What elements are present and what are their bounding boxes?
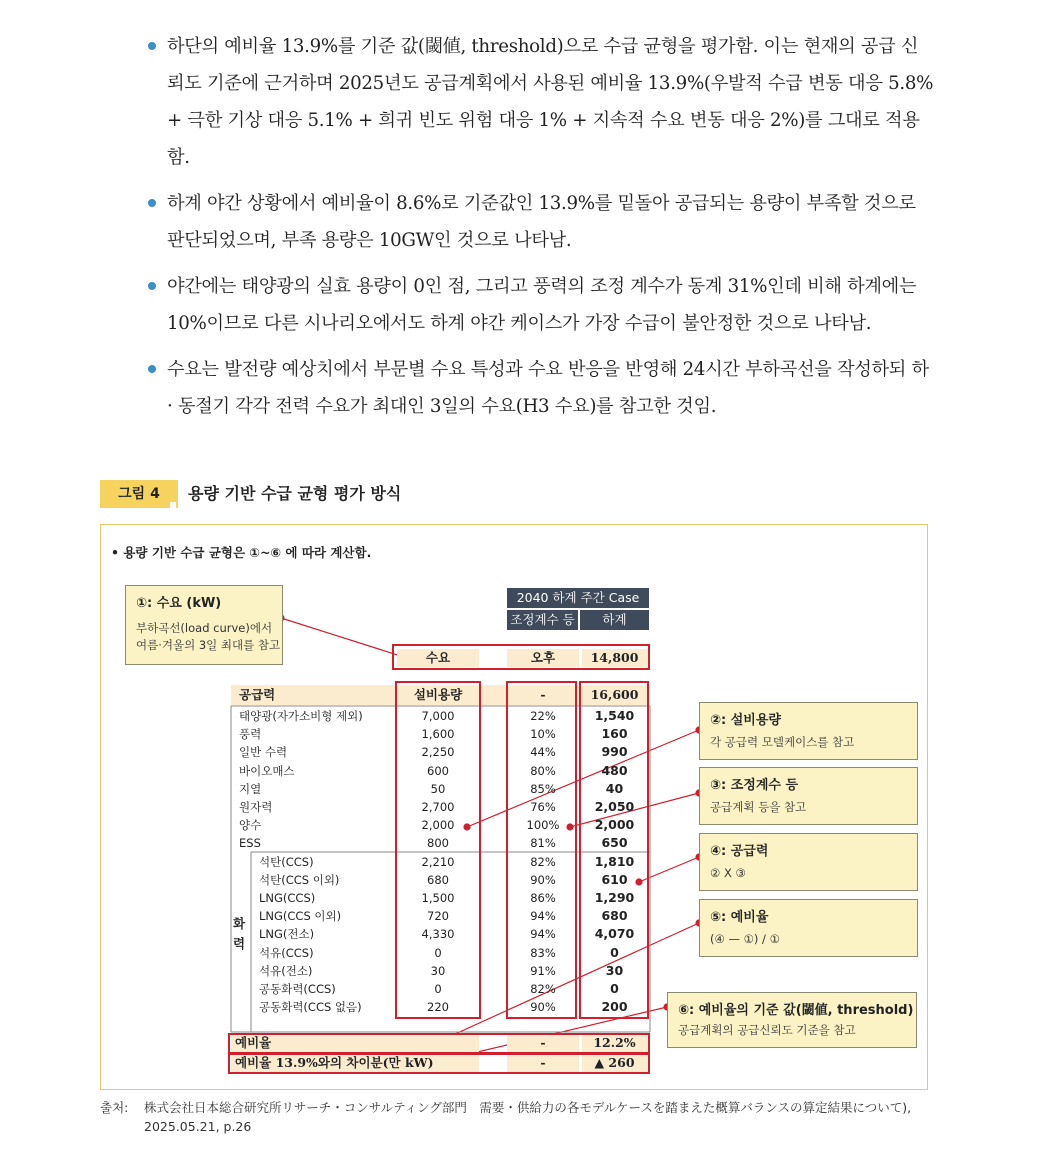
callout-capacity [699, 702, 918, 760]
row-capacity: 2,250 [421, 745, 455, 760]
row-capacity: 2,700 [421, 800, 455, 814]
callout-title: ③: 조정계수 등 [710, 778, 799, 793]
callout-desc: 공급계획의 공급신뢰도 기준을 참고 [678, 1023, 856, 1037]
row-value: 480 [601, 762, 628, 778]
bullet-item: 야간에는 태양광의 실효 용량이 0인 점, 그리고 풍력의 조정 계수가 동계 31%인데 비해 하계에는 10%이므로 다른 시나리오에서도 하계 야간 케이스가 가장 수급이 불안정한 것으로 나타남. [145, 268, 935, 342]
row-name: 석유(전소) [259, 963, 313, 978]
row-capacity: 2,210 [421, 854, 455, 869]
callout-threshold [667, 992, 917, 1048]
row-value: 200 [601, 999, 628, 1015]
capacity-column-highlight [395, 681, 481, 1019]
row-coef: 80% [530, 763, 556, 778]
row-coef: 90% [530, 1000, 556, 1015]
figure-frame [100, 524, 928, 1090]
row-value: 40 [605, 780, 624, 796]
row-capacity: 7,000 [421, 709, 455, 723]
row-name: 바이오매스 [239, 763, 295, 778]
figure-tag-notch [170, 502, 176, 508]
row-name: 일반 수력 [239, 745, 288, 760]
callout-desc: 각 공급력 모델케이스를 참고 [710, 735, 855, 749]
callout-desc: 부하곡선(load curve)에서 [136, 621, 273, 635]
row-capacity: 1,500 [421, 891, 455, 905]
callout-supply [699, 833, 918, 891]
row-name: 태양광(자가소비형 제외) [239, 709, 363, 723]
callout-reserve [699, 899, 918, 957]
demand-period: 오후 [530, 650, 556, 665]
row-coef: 94% [530, 909, 556, 924]
row-coef: 22% [530, 709, 556, 723]
bullet-list [145, 28, 935, 434]
row-coef: 91% [530, 963, 556, 978]
callout-title: ②: 설비용량 [710, 713, 781, 728]
figure-tag: 그림 4 [100, 480, 178, 508]
row-value: 1,290 [594, 890, 635, 905]
figure-title: 용량 기반 수급 균형 평가 방식 [188, 484, 402, 503]
bullet-item: 하단의 예비율 13.9%를 기준 값(閾値, threshold)으로 수급 균형을 평가함. 이는 현재의 공급 신뢰도 기준에 근거하며 2025년도 공급계획에서 사용된 예비율 13.9%(우발적 수급 변동 대응 5.8% + 극한 기상 대응 5.1% + 희귀 빈도 위험 대응 1% + 지속적 수요 변동 대응 2%)를 그대로 적용함. [145, 28, 935, 176]
row-name: 석유(CCS) [259, 945, 314, 960]
row-name: 공동화력(CCS 없음) [259, 1000, 362, 1015]
reserve-coef: - [540, 1035, 546, 1050]
reserve-highlight [228, 1033, 650, 1054]
row-value: 680 [601, 908, 628, 924]
bullet-item: 수요는 발전량 예상치에서 부문별 수요 특성과 수요 반응을 반영해 24시간 부하곡선을 작성하되 하 · 동절기 각각 전력 수요가 최대인 3일의 수요(H3 수요)를 참고한 것임. [145, 351, 935, 425]
row-capacity: 30 [430, 963, 446, 978]
row-capacity: 0 [434, 945, 442, 960]
row-coef: 85% [530, 781, 556, 796]
row-name: ESS [239, 836, 261, 851]
row-name: 풍력 [239, 727, 262, 742]
row-capacity: 720 [427, 909, 449, 924]
row-capacity: 680 [427, 872, 449, 887]
row-coef: 81% [530, 836, 556, 851]
row-value: 4,070 [594, 926, 635, 942]
demand-label: 수요 [425, 650, 451, 665]
source-text: 株式会社日本総合研究所リサーチ・コンサルティング部門 需要・供給力の各モデルケースを踏まえた概算バランスの算定結果について), 2025.05.21, p.26 [144, 1100, 912, 1134]
col-coef-header: 조정계수 등 [507, 610, 578, 630]
row-coef: 44% [530, 745, 556, 760]
row-capacity: 1,600 [421, 727, 455, 742]
reserve-value: 12.2% [593, 1035, 636, 1050]
row-name: 지열 [239, 781, 262, 796]
callout-title: ⑤: 예비율 [710, 910, 769, 925]
row-capacity: 220 [427, 1000, 449, 1015]
bullet-dot-icon [148, 282, 156, 290]
row-name: 공동화력(CCS) [259, 982, 336, 996]
row-name: 양수 [239, 818, 262, 833]
row-capacity: 2,000 [421, 818, 455, 833]
row-capacity: 4,330 [421, 927, 455, 942]
callout-title: ①: 수요 (kW) [136, 596, 222, 611]
row-value: 610 [601, 871, 628, 887]
callout-title: ④: 공급력 [710, 844, 769, 859]
col-season-header: 하계 [580, 610, 649, 630]
value-column-highlight [579, 681, 649, 1019]
row-capacity: 0 [434, 982, 442, 996]
supply-header-coef: - [540, 687, 546, 702]
row-value: 0 [610, 944, 619, 960]
row-coef: 76% [530, 800, 556, 814]
callout-coefficient [699, 767, 918, 825]
case-header: 2040 하계 주간 Case [507, 588, 649, 608]
row-value: 1,540 [594, 708, 635, 723]
row-value: 1,810 [594, 853, 635, 869]
supply-header-label: 공급력 [239, 687, 276, 702]
row-coef: 94% [530, 927, 556, 942]
figure-note: • 용량 기반 수급 균형은 ①~⑥ 에 따라 계산함. [111, 545, 372, 560]
row-capacity: 800 [427, 836, 449, 851]
row-capacity: 50 [430, 781, 446, 796]
source-label: 출처: [100, 1100, 129, 1115]
row-coef: 82% [530, 854, 556, 869]
callout-desc: (④ — ①) / ① [710, 932, 780, 946]
callout-desc: 공급계획 등을 참고 [710, 800, 807, 814]
diff-coef: - [540, 1055, 546, 1070]
row-value: 2,000 [594, 817, 635, 833]
row-name: LNG(전소) [259, 927, 315, 942]
bullet-dot-icon [148, 199, 156, 207]
row-coef: 10% [530, 727, 556, 742]
supply-header-capacity: 설비용량 [413, 687, 463, 702]
thermal-group-char: 력 [233, 936, 246, 951]
row-value: 2,050 [594, 799, 635, 814]
callout-desc: 여름·겨울의 3일 최대를 참고 [136, 638, 281, 652]
row-name: 원자력 [239, 800, 273, 814]
demand-value: 14,800 [590, 650, 639, 665]
diff-highlight [228, 1053, 650, 1074]
row-value: 30 [605, 962, 624, 978]
row-value: 0 [610, 981, 619, 996]
row-value: 990 [601, 744, 628, 760]
row-coef: 86% [530, 891, 556, 905]
row-name: 석탄(CCS 이외) [259, 872, 340, 887]
row-coef: 90% [530, 872, 556, 887]
row-value: 160 [601, 726, 628, 742]
row-coef: 100% [526, 818, 560, 833]
bullet-item: 하계 야간 상황에서 예비율이 8.6%로 기준값인 13.9%를 밑돌아 공급되는 용량이 부족할 것으로 판단되었으며, 부족 용량은 10GW인 것으로 나타남. [145, 185, 935, 259]
callout-title: ⑥: 예비율의 기준 값(閾値, threshold) [678, 1003, 914, 1018]
row-coef: 82% [530, 982, 556, 996]
row-name: LNG(CCS 이외) [259, 909, 342, 924]
bullet-dot-icon [148, 365, 156, 373]
diff-value: ▲ 260 [594, 1055, 635, 1070]
supply-header-value: 16,600 [590, 687, 639, 702]
thermal-group-char: 화 [233, 916, 246, 931]
bullet-dot-icon [148, 42, 156, 50]
row-name: LNG(CCS) [259, 891, 316, 905]
row-coef: 83% [530, 945, 556, 960]
coef-column-highlight [506, 681, 577, 1019]
row-name: 석탄(CCS) [259, 854, 314, 869]
callout-desc: ② X ③ [710, 866, 746, 880]
diff-label: 예비율 13.9%와의 차이분(만 kW) [235, 1055, 434, 1070]
row-capacity: 600 [427, 763, 449, 778]
row-value: 650 [601, 835, 628, 851]
reserve-label: 예비율 [235, 1035, 272, 1050]
